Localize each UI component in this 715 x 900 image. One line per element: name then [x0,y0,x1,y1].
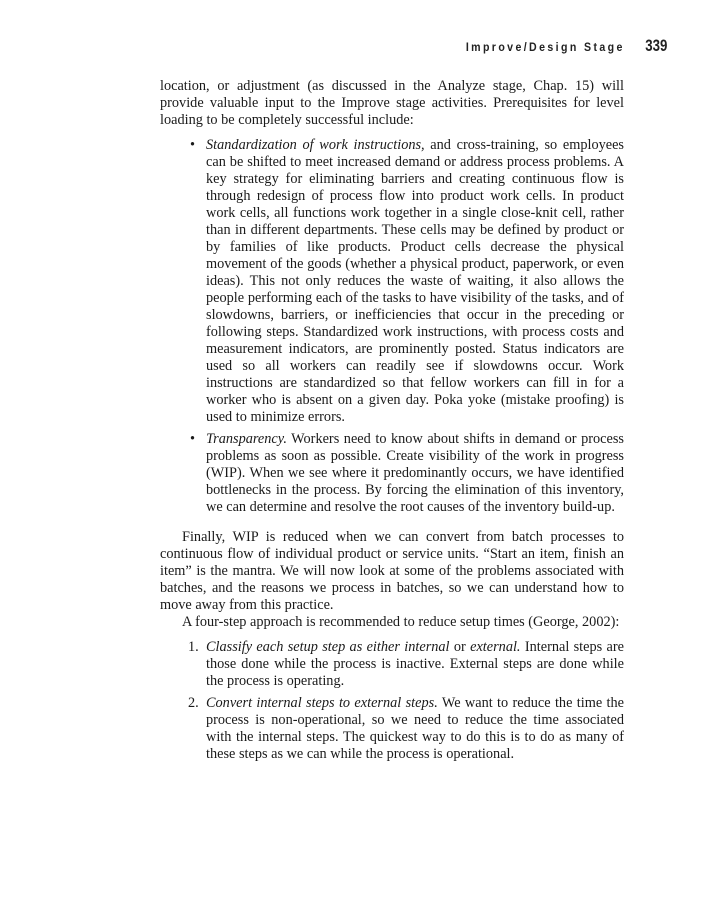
bullet-text: Workers need to know about shifts in demand or process problems as soon as possible. Create visibility of the work in progress (WIP). When we see where it predominantly occurs, we have identified bottlenecks in the process. By forcing the elimination of this inventory, we can determine and resolve the root causes of the inventory build-up. [206,431,624,515]
list-item [190,137,624,426]
setup-approach-paragraph: A four-step approach is recommended to reduce setup times (George, 2002): [182,614,620,630]
intro-paragraph: location, or adjustment (as discussed in the Analyze stage, Chap. 15) will provide valuable input to the Improve stage activities. Prerequisites for level loading to be completely successful include: [160,78,624,128]
step-number: 2. [188,695,199,711]
bullet-text: and cross-training, so employees can be shifted to meet increased demand or address process problems. A key strategy for eliminating barriers and creating continuous flow is through redesign of process flow into product work cells. In product work cells, all functions work together in a single close-knit cell, rather than in different departments. These cells may be defined by product or by families of like products. Product cells decrease the physical movement of the goods (whether a physical product, paperwork, or even ideas). This not only reduces the waste of waiting, it also allows the people performing each of the tasks to have visibility of the tasks, and of slowdowns, barriers, or inefficiencies that occur in the preceding or following steps. Standardized work instructions, with process costs and measurement indicators, are prominently posted. Status indicators are used so all workers can readily see if slowdowns occur. Work instructions are standardized so that fellow workers can fill in for a worker who is absent on a given day. Poka yoke (mistake proofing) is used to minimize errors. [206,137,624,425]
section-title: Improve/Design Stage [465,42,625,54]
step-term: Convert internal steps to external steps. [206,695,438,711]
bullet-marker: • [190,137,196,153]
list-item [188,695,624,763]
bullet-marker: • [190,431,196,447]
page-number: 339 [644,36,667,55]
step-text: We want to reduce the time the process is non-operational, so we need to reduce the time associated with the internal steps. The quickest way to do this is to do as many of these steps as we can while the process is operational. [206,695,624,762]
step-number: 1. [188,639,199,655]
bullet-term: Standardization of work instructions, [206,137,425,153]
step-term: Classify each setup step as either internal [206,639,450,655]
step-term: external. [470,639,521,655]
setup-steps-list [160,639,624,763]
list-item [190,431,624,516]
step-text: Internal steps are those done while the process is inactive. External steps are done while the process is operating. [206,639,624,689]
step-connector: or [449,639,471,655]
prerequisites-list [160,137,624,516]
wip-paragraph: Finally, WIP is reduced when we can convert from batch processes to continuous flow of individual product or service units. “Start an item, finish an item” is the mantra. We will now look at some of the problems associated with batches, and the reasons we process in batches, so we can understand how to move away from this practice. [160,529,624,613]
list-item [188,639,624,690]
running-header [452,36,667,56]
bullet-term: Transparency. [206,431,287,447]
page-body [160,78,624,768]
